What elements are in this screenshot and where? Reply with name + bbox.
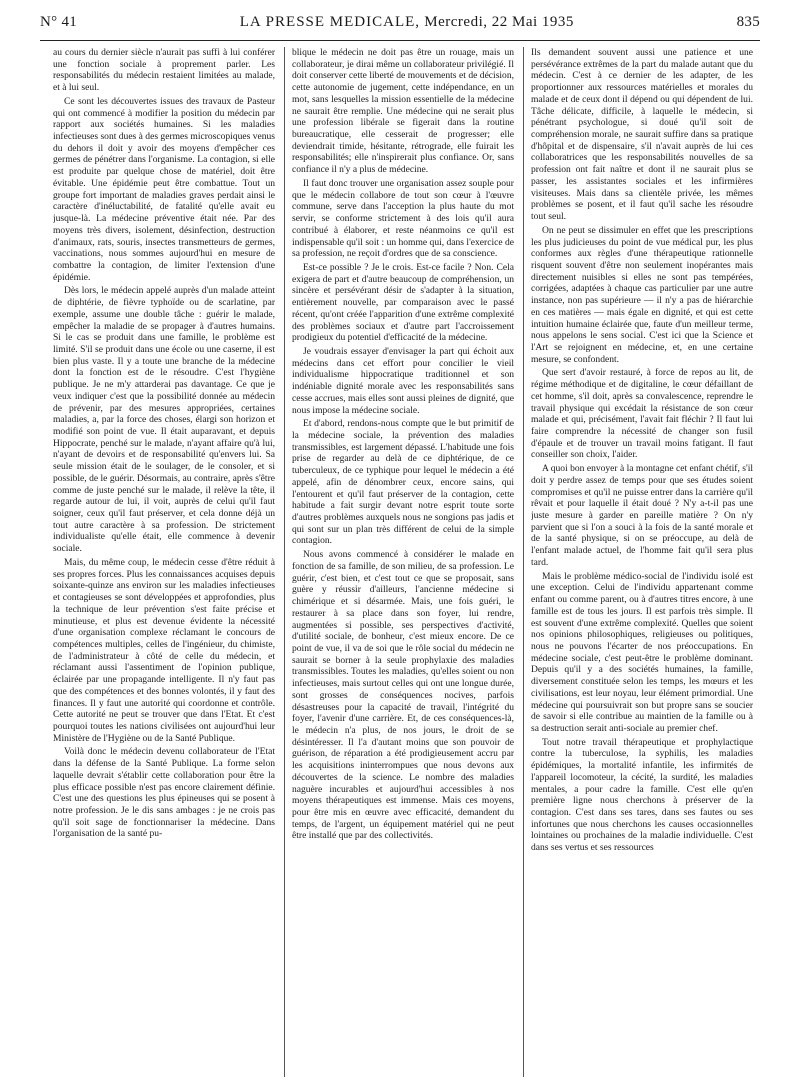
text-column-1 <box>53 47 275 1077</box>
page-number: 835 <box>736 14 760 30</box>
paragraph: Ils demandent souvent aussi une patience et une persévérance extrêmes de la part du malade autant que du médecin. C'est à ce dernier de les adapter, de les proportionner aux ressources matérielles et morales du malade et de ceux dont il dépend ou qui dépendent de lui. Tâche délicate, difficile, à laquelle le médecin, si pénétrant psychologue, si doué qu'il soit de compréhension morale, ne saurait suffire dans sa pratique d'hôpital et de dispensaire, s'il n'avait auprès de lui ces collaboratrices que les responsabilités nouvelles de sa profession ont fait naître et dont il ne saurait plus se passer, les assistantes sociales et les infirmières visiteuses. Mais dans sa clientèle privée, les mêmes problèmes se posent, et il faut qu'il sache les résoudre tout seul. <box>531 47 753 223</box>
paragraph: Dès lors, le médecin appelé auprès d'un malade atteint de diphtérie, de fièvre typhoïde ou de scarlatine, par exemple, assume une double tâche : guérir le malade, empêcher la maladie de se propager à d'autres humains. Si le cas se produit dans une famille, le problème est limité. S'il se produit dans une école ou une caserne, il est bien plus vaste. Il y a toute une branche de la médecine dont la fonction est de le résoudre. C'est l'hygiène publique. Je ne m'y attarderai pas davantage. Ce que je veux indiquer c'est que la possibilité donnée au médecin de prévenir, par des mesures appropriées, certaines maladies, a, par la force des choses, élargi son horizon et modifié son point de vue. Il était auparavant, et depuis Hippocrate, penché sur le malade, n'ayant affaire qu'à lui, n'ayant de devoirs et de responsabilité qu'envers lui. Sa seule mission était de le soulager, de le consoler, et si possible, de le guérir. Désormais, au contraire, après s'être comme de juste penché sur le malade, il relève la tête, il regarde autour de lui, il voit, auprès de celui qu'il faut soigner, ceux qu'il faut préserver, et cela donne déjà un tout autre caractère à sa profession. De strictement individualiste qu'elle était, elle commence à devenir sociale. <box>53 285 275 555</box>
paragraph: Il faut donc trouver une organisation assez souple pour que le médecin collabore de tout son cœur à l'œuvre commune, serve dans l'acception la plus haute du mot servir, se conforme strictement à des lois qu'il aura contribué à élaborer, et reste néanmoins ce qu'il est indispensable qu'il soit : un homme qui, dans l'exercice de sa profession, ne reçoit d'ordres que de sa conscience. <box>292 177 514 260</box>
paragraph: Que sert d'avoir restauré, à force de repos au lit, de régime méthodique et de digitaline, le cœur défaillant de cet homme, s'il doit, après sa convalescence, reprendre le travail physique qui excédait la résistance de son cœur malade et qui, précisément, l'avait fait fléchir ? Il faut lui faire comprendre la nécessité de changer son fusil d'épaule et de trouver un travail moins fatigant. Il faut conseiller son choix, l'aider. <box>531 367 753 461</box>
paragraph: au cours du dernier siècle n'aurait pas suffi à lui conférer une fonction sociale à proprement parler. Les responsabilités du médecin restaient limitées au malade, et à lui seul. <box>53 47 275 94</box>
paragraph: Tout notre travail thérapeutique et prophylactique contre la tuberculose, la syphilis, les maladies épidémiques, la mortalité infantile, les infirmités de l'appareil locomoteur, la cécité, la surdité, les maladies mentales, a pour cadre la famille. C'est elle qu'en première ligne nous cherchons à préserver de la contagion. C'est dans ses tares, dans ses fautes ou ses infortunes que nous cherchons les causes occasionnelles lointaines ou prochaines de la maladie individuelle. C'est dans ses vertus et ses ressources <box>531 736 753 854</box>
text-column-2 <box>292 47 514 1077</box>
paragraph: Est-ce possible ? Je le crois. Est-ce facile ? Non. Cela exigera de part et d'autre beaucoup de compréhension, un sincère et persévérant désir de s'adapter à la situation, entièrement nouvelle, par comparaison avec le passé récent, qu'ont créée l'apparition d'une extrême complexité des problèmes sociaux et d'autre part l'accroissement prodigieux du potentiel d'efficacité de la médecine. <box>292 261 514 344</box>
page-header <box>40 14 760 36</box>
article-body <box>53 47 753 1077</box>
paragraph: Je voudrais essayer d'envisager la part qui échoit aux médecins dans cet effort pour concilier le vieil individualisme hippocratique traditionnel et son indéniable dignité morale avec les responsabilités sans cesse accrues, mais elles sont aussi pleines de dignité, que nous impose la médecine sociale. <box>292 345 514 416</box>
masthead <box>240 14 574 31</box>
paragraph: A quoi bon envoyer à la montagne cet enfant chétif, s'il doit y perdre assez de temps pour que ses études soient compromises et qu'il ne puisse entrer dans la carrière qu'il rêvait et pour laquelle il était doué ? N'y a-t-il pas une juste mesure à garder en pareille matière ? On n'y parvient que si l'on a souci à la fois de la santé morale et de la santé physique, si on se préoccupe, au delà de l'enfant malade actuel, de l'homme fait qu'il sera plus tard. <box>531 463 753 568</box>
paragraph: Ce sont les découvertes issues des travaux de Pasteur qui ont commencé à modifier la position du médecin par rapport aux sociétés humaines. Si les maladies infectieuses sont dues à des germes microscopiques venus du dehors il doit y avoir des moyens d'empêcher ces germes de pénétrer dans l'organisme. La contagion, si elle est produite par quelque chose de matériel, doit être évitable. Une épidémie peut être combattue. Tout un groupe fort important de maladies graves perdait ainsi le caractère d'inéluctabilité, de fatalité qu'elle avait eu jusque-là. La médecine préventive était née. Par des moyens très divers, isolement, désinfection, destruction d'animaux, rats, souris, insectes transmetteurs de germes, vaccinations, nous sommes aujourd'hui en mesure de combattre la contagion, de limiter l'extension d'une épidémie. <box>53 95 275 283</box>
paragraph: Et d'abord, rendons-nous compte que le but primitif de la médecine sociale, la prévention des maladies transmissibles, est largement dépassé. L'habitude une fois prise de regarder au delà de ce diphtérique, de ce tuberculeux, de ce typhique pour lequel le médecin a été appelé, afin de dénombrer ceux, encore sains, qui l'entourent et qu'il faut préserver de la contagion, cette habitude a fait surgir devant notre esprit toute sorte d'autres problèmes auxquels nous ne songions pas jadis et qui sont sur un plan très différent de celui de la simple contagion. <box>292 418 514 547</box>
paragraph: Nous avons commencé à considérer le malade en fonction de sa famille, de son milieu, de sa profession. Le guérir, c'est bien, et c'est tout ce que se proposait, sans guère y réussir d'ailleurs, l'ancienne médecine si chimérique et si désarmée. Mais, une fois guéri, le restaurer à sa place dans son foyer, lui rendre, augmentées si possible, ses perspectives d'activité, d'utilité sociale, de bonheur, c'est mieux encore. De ce point de vue, il va de soi que le rôle social du médecin ne saurait se borner à la seule prophylaxie des maladies transmissibles. Toutes les maladies, qu'elles soient ou non infectieuses, mais surtout celles qui ont une longue durée, sont grosses de conséquences nocives, parfois désastreuses pour la capacité de travail, l'intégrité du foyer, l'avenir d'une carrière. Et, de ces conséquences-là, le médecin n'a plus, de nos jours, le droit de se désintéresser. Il l'a d'autant moins que son pouvoir de guérison, de réparation a été prodigieusement accru par les acquisitions ininterrompues que nous devons aux découvertes de la science. Le nombre des maladies naguère incurables et aujourd'hui accessibles à nos moyens thérapeutiques est immense. Mais ces moyens, pour être mis en œuvre avec efficacité, demandent du temps, de l'argent, un équipement matériel qui ne peut être installé que par des collectivités. <box>292 549 514 842</box>
header-rule <box>40 40 760 41</box>
paragraph: Mais, du même coup, le médecin cesse d'être réduit à ses propres forces. Plus les connaissances acquises depuis soixante-quinze ans environ sur les maladies infectieuses et contagieuses se sont développées et approfondies, plus la technique de leur prévention s'est faite précise et minutieuse, et plus est devenue évidente la nécessité d'une organisation complexe réclamant le concours de compétences multiples, celles de l'ingénieur, du chimiste, de l'administrateur à côté de celle du médecin, et réclamant aussi l'assentiment de l'opinion publique, éclairée par une propagande intelligente. Il n'y faut pas que des compétences et des bonnes volontés, il y faut des finances. Il y faut une autorité qui coordonne et contrôle. Cette autorité ne peut se trouver que dans l'Etat. Et c'est pourquoi toutes les nations civilisées ont aujourd'hui leur Ministère de l'Hygiène ou de la Santé Publique. <box>53 556 275 744</box>
paragraph: Mais le problème médico-social de l'individu isolé est une exception. Celui de l'individu appartenant comme enfant ou comme parent, ou à d'autres titres encore, à une famille est de tous les jours. Il est parfois très simple. Il est souvent d'une extrême complexité. Quelles que soient nos opinions philosophiques, religieuses ou politiques, nous ne pouvons l'écarter de nos préoccupations. En médecine sociale, c'est peut-être le problème dominant. Depuis qu'il y a des sociétés humaines, la famille, diversement constituée selon les temps, les mœurs et les civilisations, est leur noyau, leur élément primordial. Une médecine qui poursuivrait son but propre sans se soucier de savoir si elle contribue au maintien de la famille ou à sa destruction serait anti-sociale au premier chef. <box>531 570 753 734</box>
text-column-3 <box>531 47 753 1077</box>
journal-title: LA PRESSE MEDICALE, <box>239 14 421 30</box>
paragraph: On ne peut se dissimuler en effet que les prescriptions les plus judicieuses du point de vue médical pur, les plus conformes aux règles d'une thérapeutique rationnelle risquent souvent d'être non seulement inopérantes mais directement nuisibles si elles ne sont pas tempérées, corrigées, adaptées à chaque cas particulier par une autre instance, non pas supérieure — il n'y a pas de hiérarchie en ces matières — mais égale en dignité, et qui est cette intuition humaine éclairée que, faute d'un meilleur terme, nous appelons le sens social. C'est ici que la Science et l'Art se rejoignent en médecine, et, en une certaine mesure, se confondent. <box>531 224 753 365</box>
paragraph: blique le médecin ne doit pas être un rouage, mais un collaborateur, je dirai même un collaborateur privilégié. Il doit conserver cette liberté de mouvements et de décision, cette autonomie de jugement, cette indépendance, en un mot, sans lesquelles la mission essentielle de la médecine ne saurait être remplie. Une médecine qui ne serait plus une profession libérale se figerait dans la routine bureaucratique, elle cesserait de progresser; elle deviendrait timide, hésitante, rétrograde, elle fuirait les responsabilités; elle n'inspirerait plus confiance. Or, sans confiance il n'y a plus de médecine. <box>292 47 514 176</box>
issue-number: N° 41 <box>40 14 78 30</box>
issue-date: Mercredi, 22 Mai 1935 <box>424 14 574 30</box>
paragraph: Voilà donc le médecin devenu collaborateur de l'Etat dans la défense de la Santé Publique. La forme selon laquelle devrait s'établir cette collaboration pour être la plus efficace possible n'est pas encore clairement définie. C'est une des questions les plus épineuses qui se posent à notre profession. Je le dis sans ambages : je ne crois pas qu'il soit sage de fonctionnariser la médecine. Dans l'organisation de la santé pu- <box>53 746 275 840</box>
